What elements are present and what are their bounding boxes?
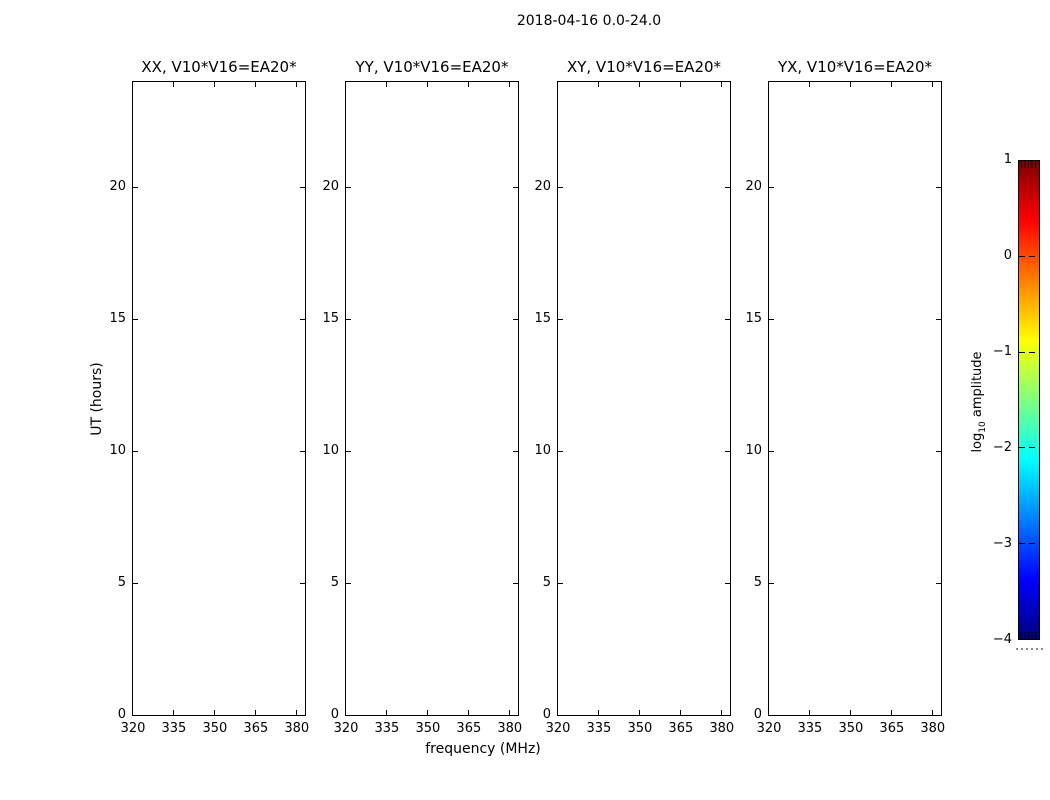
y-axis-label: UT (hours): [89, 362, 105, 436]
x-tick-mark: [850, 82, 851, 87]
x-tick-label: 335: [374, 721, 400, 736]
x-tick-mark: [680, 710, 681, 715]
x-tick-label: 350: [415, 721, 441, 736]
x-tick-mark: [809, 82, 810, 87]
x-tick-mark: [680, 82, 681, 87]
colorbar-tick-mark: [1019, 447, 1039, 448]
colorbar-under-dots: [1016, 648, 1043, 650]
x-tick-mark: [386, 710, 387, 715]
x-tick-mark: [173, 82, 174, 87]
x-tick-mark: [468, 82, 469, 87]
y-tick-label: 15: [534, 311, 551, 327]
x-axis-label: frequency (MHz): [425, 741, 541, 757]
colorbar-tick-label: −3: [992, 536, 1012, 551]
x-tick-label: 350: [838, 721, 864, 736]
x-tick-mark: [255, 710, 256, 715]
y-tick-label: 10: [322, 443, 339, 459]
x-tick-mark: [296, 710, 297, 715]
colorbar-top-comb-marks: [1021, 161, 1036, 168]
panel-title-xx: XX, V10*V16=EA20*: [141, 58, 297, 76]
x-tick-mark: [809, 710, 810, 715]
y-tick-label: 20: [534, 179, 551, 195]
x-tick-mark: [891, 710, 892, 715]
colorbar-tick-label: 1: [1003, 152, 1012, 167]
heatmap-panel-yx: [745, 58, 946, 736]
x-tick-label: 365: [243, 721, 269, 736]
x-tick-mark: [598, 710, 599, 715]
x-tick-label: 365: [456, 721, 482, 736]
colorbar-label-suffix: amplitude: [970, 351, 986, 422]
heatmap-panel-xy: [534, 58, 735, 736]
x-tick-mark: [509, 82, 510, 87]
y-tick-mark: [769, 187, 774, 188]
x-tick-label: 320: [545, 721, 571, 736]
panel-title-xy: XY, V10*V16=EA20*: [566, 58, 722, 76]
y-tick-mark: [558, 319, 563, 320]
y-tick-label: 20: [109, 179, 126, 195]
colorbar-tick-label: −4: [992, 632, 1012, 647]
x-tick-mark: [598, 82, 599, 87]
x-tick-label: 320: [120, 721, 146, 736]
y-tick-mark: [133, 187, 138, 188]
y-tick-mark: [936, 583, 941, 584]
y-tick-label: 0: [753, 707, 762, 722]
x-tick-label: 350: [202, 721, 228, 736]
y-tick-mark: [133, 583, 138, 584]
x-tick-mark: [214, 82, 215, 87]
x-tick-label: 335: [161, 721, 187, 736]
y-tick-label: 0: [330, 707, 339, 722]
y-tick-mark: [769, 451, 774, 452]
y-tick-label: 15: [745, 311, 762, 327]
x-tick-label: 380: [709, 721, 735, 736]
x-tick-mark: [296, 82, 297, 87]
x-tick-label: 365: [879, 721, 905, 736]
colorbar-label-subscript: 10: [977, 421, 988, 433]
x-tick-label: 335: [586, 721, 612, 736]
colorbar-gradient: [1018, 160, 1040, 640]
y-tick-label: 10: [745, 443, 762, 459]
y-tick-label: 10: [534, 443, 551, 459]
colorbar-label: [970, 351, 988, 452]
x-tick-mark: [173, 710, 174, 715]
y-tick-label: 15: [322, 311, 339, 327]
y-tick-mark: [769, 319, 774, 320]
x-tick-label: 380: [920, 721, 946, 736]
x-tick-mark: [639, 710, 640, 715]
y-tick-label: 5: [330, 575, 339, 591]
colorbar-label-prefix: log: [970, 432, 986, 453]
x-tick-mark: [891, 82, 892, 87]
y-tick-mark: [558, 187, 563, 188]
colorbar-tick-mark: [1019, 256, 1039, 257]
y-tick-mark: [769, 583, 774, 584]
y-tick-mark: [346, 583, 351, 584]
y-tick-mark: [936, 319, 941, 320]
colorbar: [992, 152, 1040, 647]
y-tick-mark: [936, 187, 941, 188]
x-tick-label: 335: [797, 721, 823, 736]
heatmap-panel-xx: [109, 58, 310, 736]
y-tick-mark: [133, 451, 138, 452]
y-tick-label: 5: [117, 575, 126, 591]
x-tick-mark: [214, 710, 215, 715]
panel-title-yx: YX, V10*V16=EA20*: [777, 58, 933, 76]
colorbar-bottom-comb-marks: [1021, 632, 1036, 639]
heatmap-panel-yy: [322, 58, 523, 736]
x-tick-mark: [386, 82, 387, 87]
x-tick-mark: [932, 82, 933, 87]
y-tick-mark: [558, 451, 563, 452]
y-tick-label: 0: [117, 707, 126, 722]
y-tick-label: 0: [542, 707, 551, 722]
y-tick-mark: [133, 319, 138, 320]
y-tick-mark: [346, 451, 351, 452]
x-tick-label: 350: [627, 721, 653, 736]
x-tick-label: 380: [284, 721, 310, 736]
y-tick-label: 5: [542, 575, 551, 591]
y-tick-label: 15: [109, 311, 126, 327]
x-tick-mark: [255, 82, 256, 87]
y-tick-mark: [558, 583, 563, 584]
figure-suptitle: 2018-04-16 0.0-24.0: [516, 13, 662, 29]
y-tick-label: 20: [322, 179, 339, 195]
x-tick-mark: [932, 710, 933, 715]
colorbar-tick-mark: [1019, 352, 1039, 353]
panel-title-yy: YY, V10*V16=EA20*: [355, 58, 509, 76]
y-tick-label: 10: [109, 443, 126, 459]
y-tick-label: 5: [753, 575, 762, 591]
colorbar-tick-label: −1: [992, 344, 1012, 359]
y-tick-mark: [346, 319, 351, 320]
x-tick-label: 320: [756, 721, 782, 736]
y-tick-mark: [936, 451, 941, 452]
x-tick-mark: [639, 82, 640, 87]
x-tick-mark: [468, 710, 469, 715]
y-tick-label: 20: [745, 179, 762, 195]
y-tick-mark: [346, 187, 351, 188]
colorbar-tick-label: 0: [1003, 248, 1012, 263]
colorbar-tick-label: −2: [992, 440, 1012, 455]
x-tick-mark: [721, 82, 722, 87]
x-tick-label: 380: [497, 721, 523, 736]
x-tick-label: 365: [668, 721, 694, 736]
colorbar-tick-mark: [1019, 543, 1039, 544]
x-tick-mark: [427, 82, 428, 87]
x-tick-mark: [427, 710, 428, 715]
x-tick-mark: [850, 710, 851, 715]
x-tick-label: 320: [333, 721, 359, 736]
